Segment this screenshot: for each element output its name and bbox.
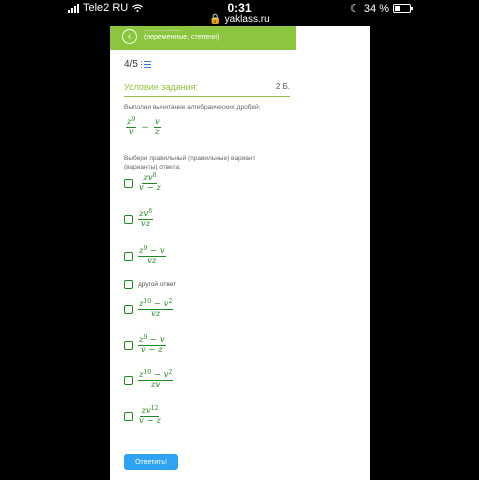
option-checkbox[interactable] [124,341,133,350]
option-checkbox[interactable] [124,215,133,224]
other-answer-label: другой ответ [138,281,177,288]
option-checkbox[interactable] [124,179,133,188]
option-checkbox[interactable] [124,305,133,314]
progress-text: 4/5 [124,59,138,70]
answer-option-6[interactable] [124,336,166,355]
option-fraction: $\frac{zv^{12}}{v - z}$ [139,405,161,426]
task-title: Условие задания: [124,82,199,92]
battery-percent: 34 % [363,2,389,15]
option-checkbox[interactable] [124,376,133,385]
option-checkbox[interactable] [124,252,133,261]
task-progress[interactable] [124,59,151,70]
minus-operator: − [141,122,149,133]
answer-option-8[interactable] [124,407,162,426]
back-button[interactable] [122,29,137,44]
option-checkbox[interactable] [124,280,133,289]
answer-option-3[interactable] [124,247,166,266]
option-checkbox[interactable] [124,412,133,421]
list-icon[interactable] [141,61,151,69]
lock-icon: 🔒 [209,14,222,25]
status-bar [0,0,479,25]
task-expression [126,118,161,137]
submit-answer-button[interactable]: Ответить! [124,454,178,470]
url-text: yaklass.ru [224,14,270,25]
answer-option-other[interactable] [124,280,176,289]
answer-option-5[interactable] [124,300,173,319]
topbar-title: ................... [144,26,181,33]
right-fraction: $\frac{v}{z}$ [154,117,160,137]
topbar-subtitle: (переменные, степени) [144,34,220,41]
option-fraction: $\frac{zv^8}{v - z}$ [139,172,161,193]
chevron-left-icon: ‹ [127,30,132,42]
answer-option-2[interactable] [124,210,153,229]
task-points: 2 Б. [275,82,290,91]
task-header [124,82,290,97]
battery-area [350,2,411,15]
task-instruction: Выполни вычитание алгебраических дробей: [124,104,261,111]
moon-icon: ☾ [350,3,360,15]
battery-icon [393,4,411,13]
clock: 0:31 [227,1,252,15]
url-bar[interactable] [0,14,479,25]
lesson-topbar [110,26,296,50]
option-fraction: $\frac{z^{10} - v^2}{vz}$ [139,298,173,319]
answer-option-1[interactable] [124,174,162,193]
page-content [110,26,370,480]
option-fraction: $\frac{z^{10} - v^2}{zv}$ [139,369,173,390]
choose-instruction: Выбери правильный (правильные) вариант (варианты) ответа: [124,155,256,171]
answer-option-7[interactable] [124,371,173,390]
option-fraction: $\frac{zv^8}{vz}$ [139,208,153,229]
option-fraction: $\frac{z^9 - v}{vz}$ [139,245,165,266]
option-fraction: $\frac{z^9 - v}{v - z}$ [139,334,165,355]
carrier-name: Tele2 RU [83,2,129,14]
left-fraction: $\frac{z^9}{v}$ [127,116,136,137]
